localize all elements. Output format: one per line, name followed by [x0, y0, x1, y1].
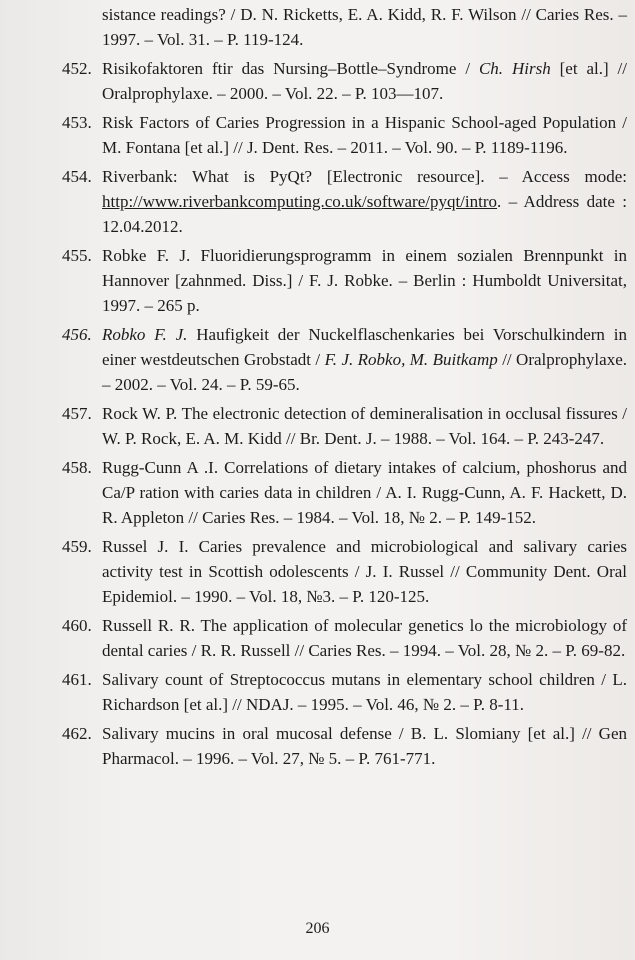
entry-text: Salivary count of Streptococcus mutans in elementary school children / L. Richardson [et al.] // NDAJ. – 1995. – Vol. 46, № 2. – P. 8-11. — [102, 670, 627, 714]
entry-number: 455. — [62, 246, 92, 265]
list-item — [44, 110, 627, 160]
entry-text — [102, 56, 627, 106]
list-item — [44, 401, 627, 451]
entry-text-main: Risikofaktoren ftir das Nursing–Bottle–Syndrome / — [102, 59, 479, 78]
page-number: 206 — [305, 920, 330, 937]
list-item — [44, 534, 627, 609]
reference-list — [44, 2, 627, 771]
entry-number — [44, 2, 102, 52]
list-item — [44, 322, 627, 397]
entry-text: Rugg-Cunn A .I. Correlations of dietary intakes of calcium, phoshorus and Ca/P ration with caries data in children / A. I. Rugg-Cunn, A. F. Hackett, D. R. Appleton // Caries Res. – 1984. – Vol. 18, № 2. – P. 149-152. — [102, 458, 627, 527]
entry-text-tail: [et al.] // Oralprophylaxe. – 2000. – Vol. 22. – P. 103—107. — [102, 59, 627, 103]
entry-text: Russel J. I. Caries prevalence and microbiological and salivary caries activity test in Scottish odolescents / J. I. Russel // Community Dent. Oral Epidemiol. – 1990. – Vol. 18, №3. – P. 120-125. — [102, 537, 627, 606]
entry-text: Rock W. P. The electronic detection of demineralisation in occlusal fissures / W. P. Rock, E. A. M. Kidd // Br. Dent. J. – 1988. – Vol. 164. – P. 243-247. — [102, 404, 627, 448]
list-item — [44, 2, 627, 52]
entry-number: 460. — [62, 616, 92, 635]
list-item — [44, 243, 627, 318]
list-item — [44, 164, 627, 239]
entry-text-tail: . – Address date : 12.04.2012. — [102, 192, 627, 236]
entry-author-italic: Ch. Hirsh — [478, 59, 551, 78]
entry-text: Russell R. R. The application of molecular genetics lo the microbiology of dental caries / R. R. Russell // Caries Res. – 1994. – Vol. 28, № 2. – P. 69-82. — [102, 616, 627, 660]
entry-url-link[interactable]: http://www.riverbankcomputing.co.uk/software/pyqt/intro — [102, 192, 498, 211]
entry-number: 452. — [62, 59, 92, 78]
entry-text — [102, 322, 627, 397]
entry-text: Robke F. J. Fluoridierungsprogramm in einem sozialen Brennpunkt in Hannover [zahnmed. Diss.] / F. J. Robke. – Berlin : Humboldt Universitat, 1997. – 265 p. — [102, 246, 627, 315]
entry-number: 454. — [62, 167, 92, 186]
entry-text: Risk Factors of Caries Progression in a Hispanic School-aged Population / M. Fontana [et al.] // J. Dent. Res. – 2011. – Vol. 90. – P. 1189-1196. — [102, 113, 627, 157]
entry-number: 462. — [62, 724, 92, 743]
list-item — [44, 721, 627, 771]
list-item — [44, 455, 627, 530]
entry-author-italic: F. J. Robko, M. Buitkamp — [324, 350, 498, 369]
entry-number: 456. — [62, 325, 92, 344]
entry-lead-italic: Robko F. J. — [102, 325, 188, 344]
entry-text: sistance readings? / D. N. Ricketts, E. A. Kidd, R. F. Wilson // Caries Res. – 1997. – Vol. 31. – P. 119-124. — [102, 5, 627, 49]
entry-number: 459. — [62, 537, 92, 556]
entry-number: 453. — [62, 113, 92, 132]
list-item — [44, 667, 627, 717]
entry-text — [102, 164, 627, 239]
list-item — [44, 56, 627, 106]
entry-text-tail: // Oralprophylaxe. – 2002. – Vol. 24. – P. 59-65. — [102, 350, 627, 394]
entry-number: 458. — [62, 458, 92, 477]
list-item — [44, 613, 627, 663]
entry-text-main: Haufigkeit der Nuckelflaschenkaries bei Vorschulkindern in einer westdeutschen Grobstadt / — [102, 325, 628, 369]
entry-text: Salivary mucins in oral mucosal defense / B. L. Slomiany [et al.] // Gen Pharmacol. – 1996. – Vol. 27, № 5. – P. 761-771. — [102, 724, 627, 768]
entry-number: 461. — [62, 670, 92, 689]
entry-number: 457. — [62, 404, 92, 423]
entry-text-main: Riverbank: What is PyQt? [Electronic resource]. – Access mode: — [102, 167, 627, 186]
